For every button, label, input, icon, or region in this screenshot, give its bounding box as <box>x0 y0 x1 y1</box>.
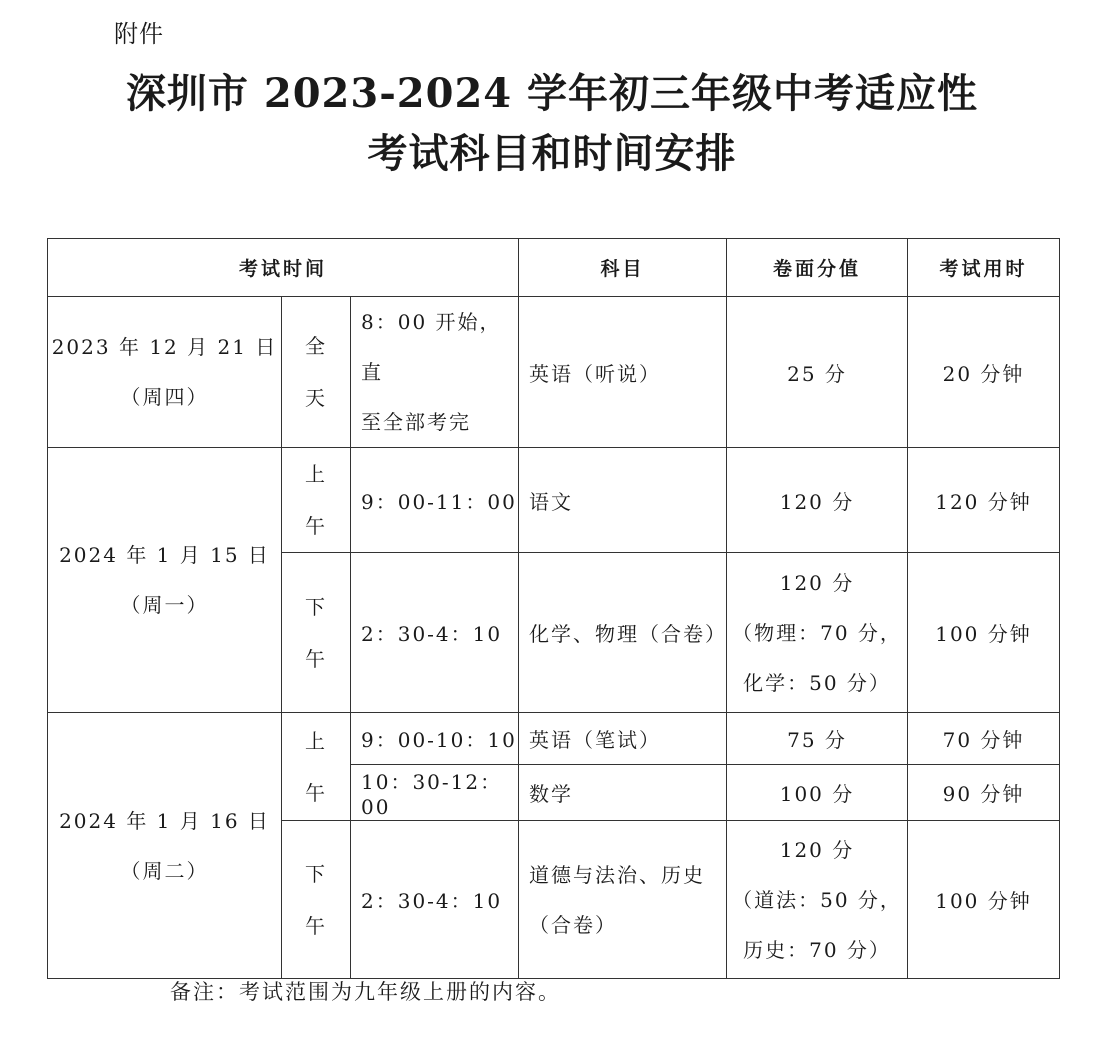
date-text: 2024 年 1 月 15 日 <box>59 543 270 567</box>
exam-schedule-table <box>47 238 1060 979</box>
duration-cell: 100 分钟 <box>908 821 1060 979</box>
period-char: 午 <box>305 514 327 538</box>
period-char: 午 <box>305 646 327 671</box>
period-char: 午 <box>305 780 327 805</box>
period-char: 上 <box>305 462 327 486</box>
subject-text: （合卷） <box>529 912 617 937</box>
period-char: 天 <box>305 386 327 410</box>
date-cell <box>48 713 282 979</box>
weekday-text: （周一） <box>120 593 209 617</box>
score-breakdown: （物理：70 分， <box>732 620 902 645</box>
score-cell: 25 分 <box>727 297 908 448</box>
period-char: 全 <box>305 334 327 358</box>
period-char: 下 <box>305 861 327 886</box>
time-cell: 9：00-11：00 <box>351 448 519 553</box>
header-duration: 考试用时 <box>908 239 1060 297</box>
score-total: 120 分 <box>779 837 855 862</box>
duration-cell: 90 分钟 <box>908 765 1060 821</box>
header-subject: 科目 <box>519 239 727 297</box>
date-text: 2024 年 1 月 16 日 <box>59 808 270 833</box>
duration-cell: 100 分钟 <box>908 553 1060 713</box>
period-cell <box>282 821 351 979</box>
score-breakdown: （道法：50 分， <box>732 887 902 912</box>
date-text: 2023 年 12 月 21 日 <box>51 335 278 359</box>
period-cell <box>282 553 351 713</box>
document-title-line-1: 深圳市 2023-2024 学年初三年级中考适应性 <box>125 70 979 117</box>
attachment-label: 附件 <box>114 20 164 48</box>
subject-cell: 语文 <box>519 448 727 553</box>
score-cell: 75 分 <box>727 713 908 765</box>
duration-cell: 70 分钟 <box>908 713 1060 765</box>
table-row <box>48 713 1060 765</box>
header-score: 卷面分值 <box>727 239 908 297</box>
subject-cell: 英语（听说） <box>519 297 727 448</box>
subject-cell: 数学 <box>519 765 727 821</box>
period-char: 下 <box>305 594 327 619</box>
table-row <box>48 297 1060 448</box>
header-exam-time: 考试时间 <box>48 239 519 297</box>
weekday-text: （周二） <box>120 858 209 883</box>
duration-cell: 20 分钟 <box>908 297 1060 448</box>
weekday-text: （周四） <box>120 385 209 409</box>
period-char: 午 <box>305 913 327 938</box>
time-cell <box>351 297 519 448</box>
time-text: 至全部考完 <box>361 410 471 434</box>
time-text: 8：00 开始，直 <box>361 310 502 384</box>
score-cell <box>727 553 908 713</box>
time-cell: 2：30-4：10 <box>351 553 519 713</box>
period-char: 上 <box>305 728 327 753</box>
subject-cell: 英语（笔试） <box>519 713 727 765</box>
score-cell: 120 分 <box>727 448 908 553</box>
period-cell <box>282 297 351 448</box>
subject-text: 道德与法治、历史 <box>529 862 705 887</box>
date-cell <box>48 297 282 448</box>
time-cell: 2：30-4：10 <box>351 821 519 979</box>
footer-note: 备注：考试范围为九年级上册的内容。 <box>170 980 561 1004</box>
document-title-line-2: 考试科目和时间安排 <box>367 130 737 177</box>
subject-cell <box>519 821 727 979</box>
subject-cell: 化学、物理（合卷） <box>519 553 727 713</box>
score-cell: 100 分 <box>727 765 908 821</box>
score-breakdown: 历史：70 分） <box>743 937 891 962</box>
period-cell <box>282 713 351 821</box>
time-cell: 9：00-10：10 <box>351 713 519 765</box>
score-breakdown: 化学：50 分） <box>743 670 891 695</box>
period-cell <box>282 448 351 553</box>
table-header-row <box>48 239 1060 297</box>
score-total: 120 分 <box>779 570 855 595</box>
date-cell <box>48 448 282 713</box>
time-cell: 10：30-12：00 <box>351 765 519 821</box>
score-cell <box>727 821 908 979</box>
duration-cell: 120 分钟 <box>908 448 1060 553</box>
table-row <box>48 448 1060 553</box>
